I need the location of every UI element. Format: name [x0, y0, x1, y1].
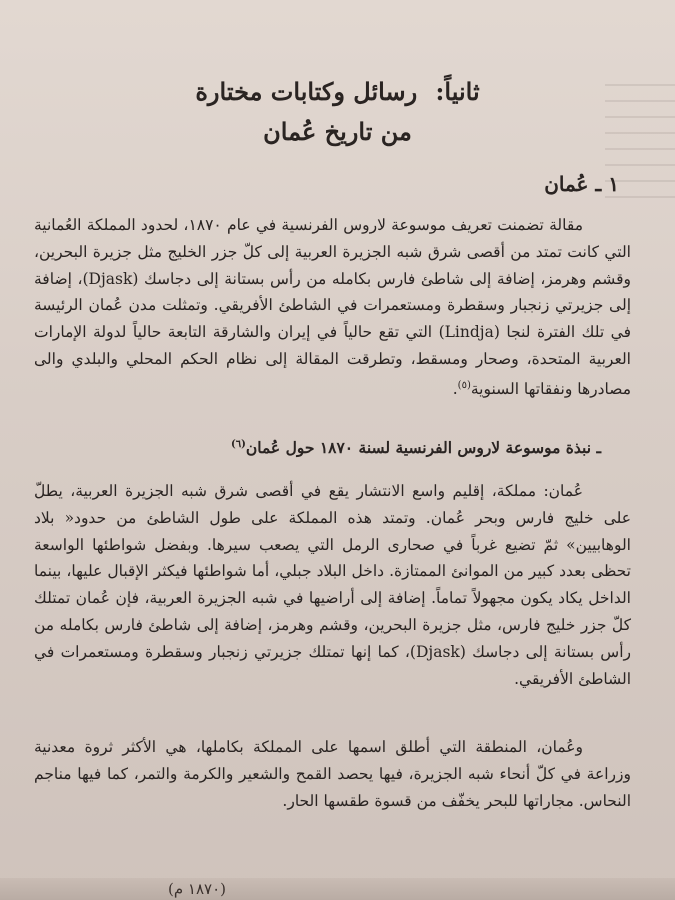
paragraph-definition: عُمان: مملكة، إقليم واسع الانتشار يقع في أقصى شرق شبه الجزيرة العربية، يطلّ على خليج فارس وبحر عُمان. وتمتد هذه المملكة على طول الشاطئ من حدود« بلاد الوهابيين» ثمّ تضيع غرباً في صحارى الرمل التي يصعب سيرها. وبفضل شواطئها الواسعة تحظى بعدد كبير من الموانئ الممتازة. داخل البلاد جبلي، أما شواطئها فيكثر الإقبال عليها، بينما الداخل يكاد يكون مجهولاً تماماً. إضافة إلى أراضيها في شبه الجزيرة العربية، فإن عُمان تمتلك كلّ جزر خليج فارس، مثل جزيرة البحرين، وقشم وهرمز، إضافة إلى شاطئ فارس بكامله من رأس بستانة إلى دجاسك (Djask)، كما إنها تمتلك جزيرتي زنجبار وسقطرة ومستعمرات في الشاطئ الأفريقي. — [34, 482, 631, 688]
paragraph-intro-text: مقالة تضمنت تعريف موسوعة لاروس الفرنسية في عام ١٨٧٠، لحدود المملكة العُمانية التي كانت تمتد من أقصى شرق شبه الجزيرة العربية إلى كلّ جزر الخليج مثل جزيرة البحرين، وقشم وهرمز، إضافة إلى شاطئ فارس بكامله من رأس بستانة إلى دجاسك (Djask)، إضافة إلى جزيرتي زنجبار وسقطرة ومستعمرات في الشاطئ الأفريقي. وتمثلت مدن عُمان الرئيسة في تلك الفترة لنجا (Lindja) التي تقع حالياً في إيران والشارقة التابعة حالياً لدولة الإمارات العربية المتحدة، وصحار ومسقط، وتطرقت المقالة إلى نظام الحكم المحلي والبلدي والى مصادرها ونفقاتها السنوية — [34, 216, 631, 398]
heading-line-2: من تاريخ عُمان — [263, 117, 412, 146]
heading-line-1 — [60, 72, 615, 112]
paragraph-region: وعُمان، المنطقة التي أطلق اسمها على المملكة بكاملها، هي الأكثر ثروة معدنية وزراعة في كلّ أنحاء شبه الجزيرة، فيها يحصد القمح والشعير والكرمة والتمر، كما فيها مناجم النحاس. مجاراتها للبحر يخفّف من قسوة طقسها الحار. — [34, 738, 631, 810]
heading-label: ثانياً: — [435, 77, 480, 106]
section-title: ١ ـ عُمان — [544, 172, 619, 196]
heading-title: رسائل وكتابات مختارة — [195, 77, 418, 106]
footnote-ref-6: (٦) — [231, 438, 246, 450]
chapter-heading — [60, 72, 615, 152]
footnote-ref-5: (٥) — [457, 379, 471, 391]
subheading-text: ـ نبذة موسوعة لاروس الفرنسية لسنة ١٨٧٠ حول عُمان — [245, 438, 601, 457]
footer-text: (١٨٧٠ م) — [168, 880, 227, 898]
page-footer — [0, 878, 675, 900]
subheading — [231, 438, 601, 457]
paragraph-intro: مقالة تضمنت تعريف موسوعة لاروس الفرنسية في عام ١٨٧٠، لحدود المملكة العُمانية التي كانت تمتد من أقصى شرق شبه الجزيرة العربية إلى كلّ جزر الخليج مثل جزيرة البحرين، وقشم وهرمز، إضافة إلى شاطئ فارس بكامله من رأس بستانة إلى دجاسك (Djask)، إضافة إلى جزيرتي زنجبار وسقطرة ومستعمرات في الشاطئ الأفريقي. وتمثلت مدن عُمان الرئيسة في تلك الفترة لنجا (Lindja) التي تقع حالياً في إيران والشارقة التابعة حالياً لدولة الإمارات العربية المتحدة، وصحار ومسقط، وتطرقت المقالة إلى نظام الحكم المحلي والبلدي والى مصادرها ونفقاتها السنوية$^{(٥)}$. — [34, 216, 631, 398]
